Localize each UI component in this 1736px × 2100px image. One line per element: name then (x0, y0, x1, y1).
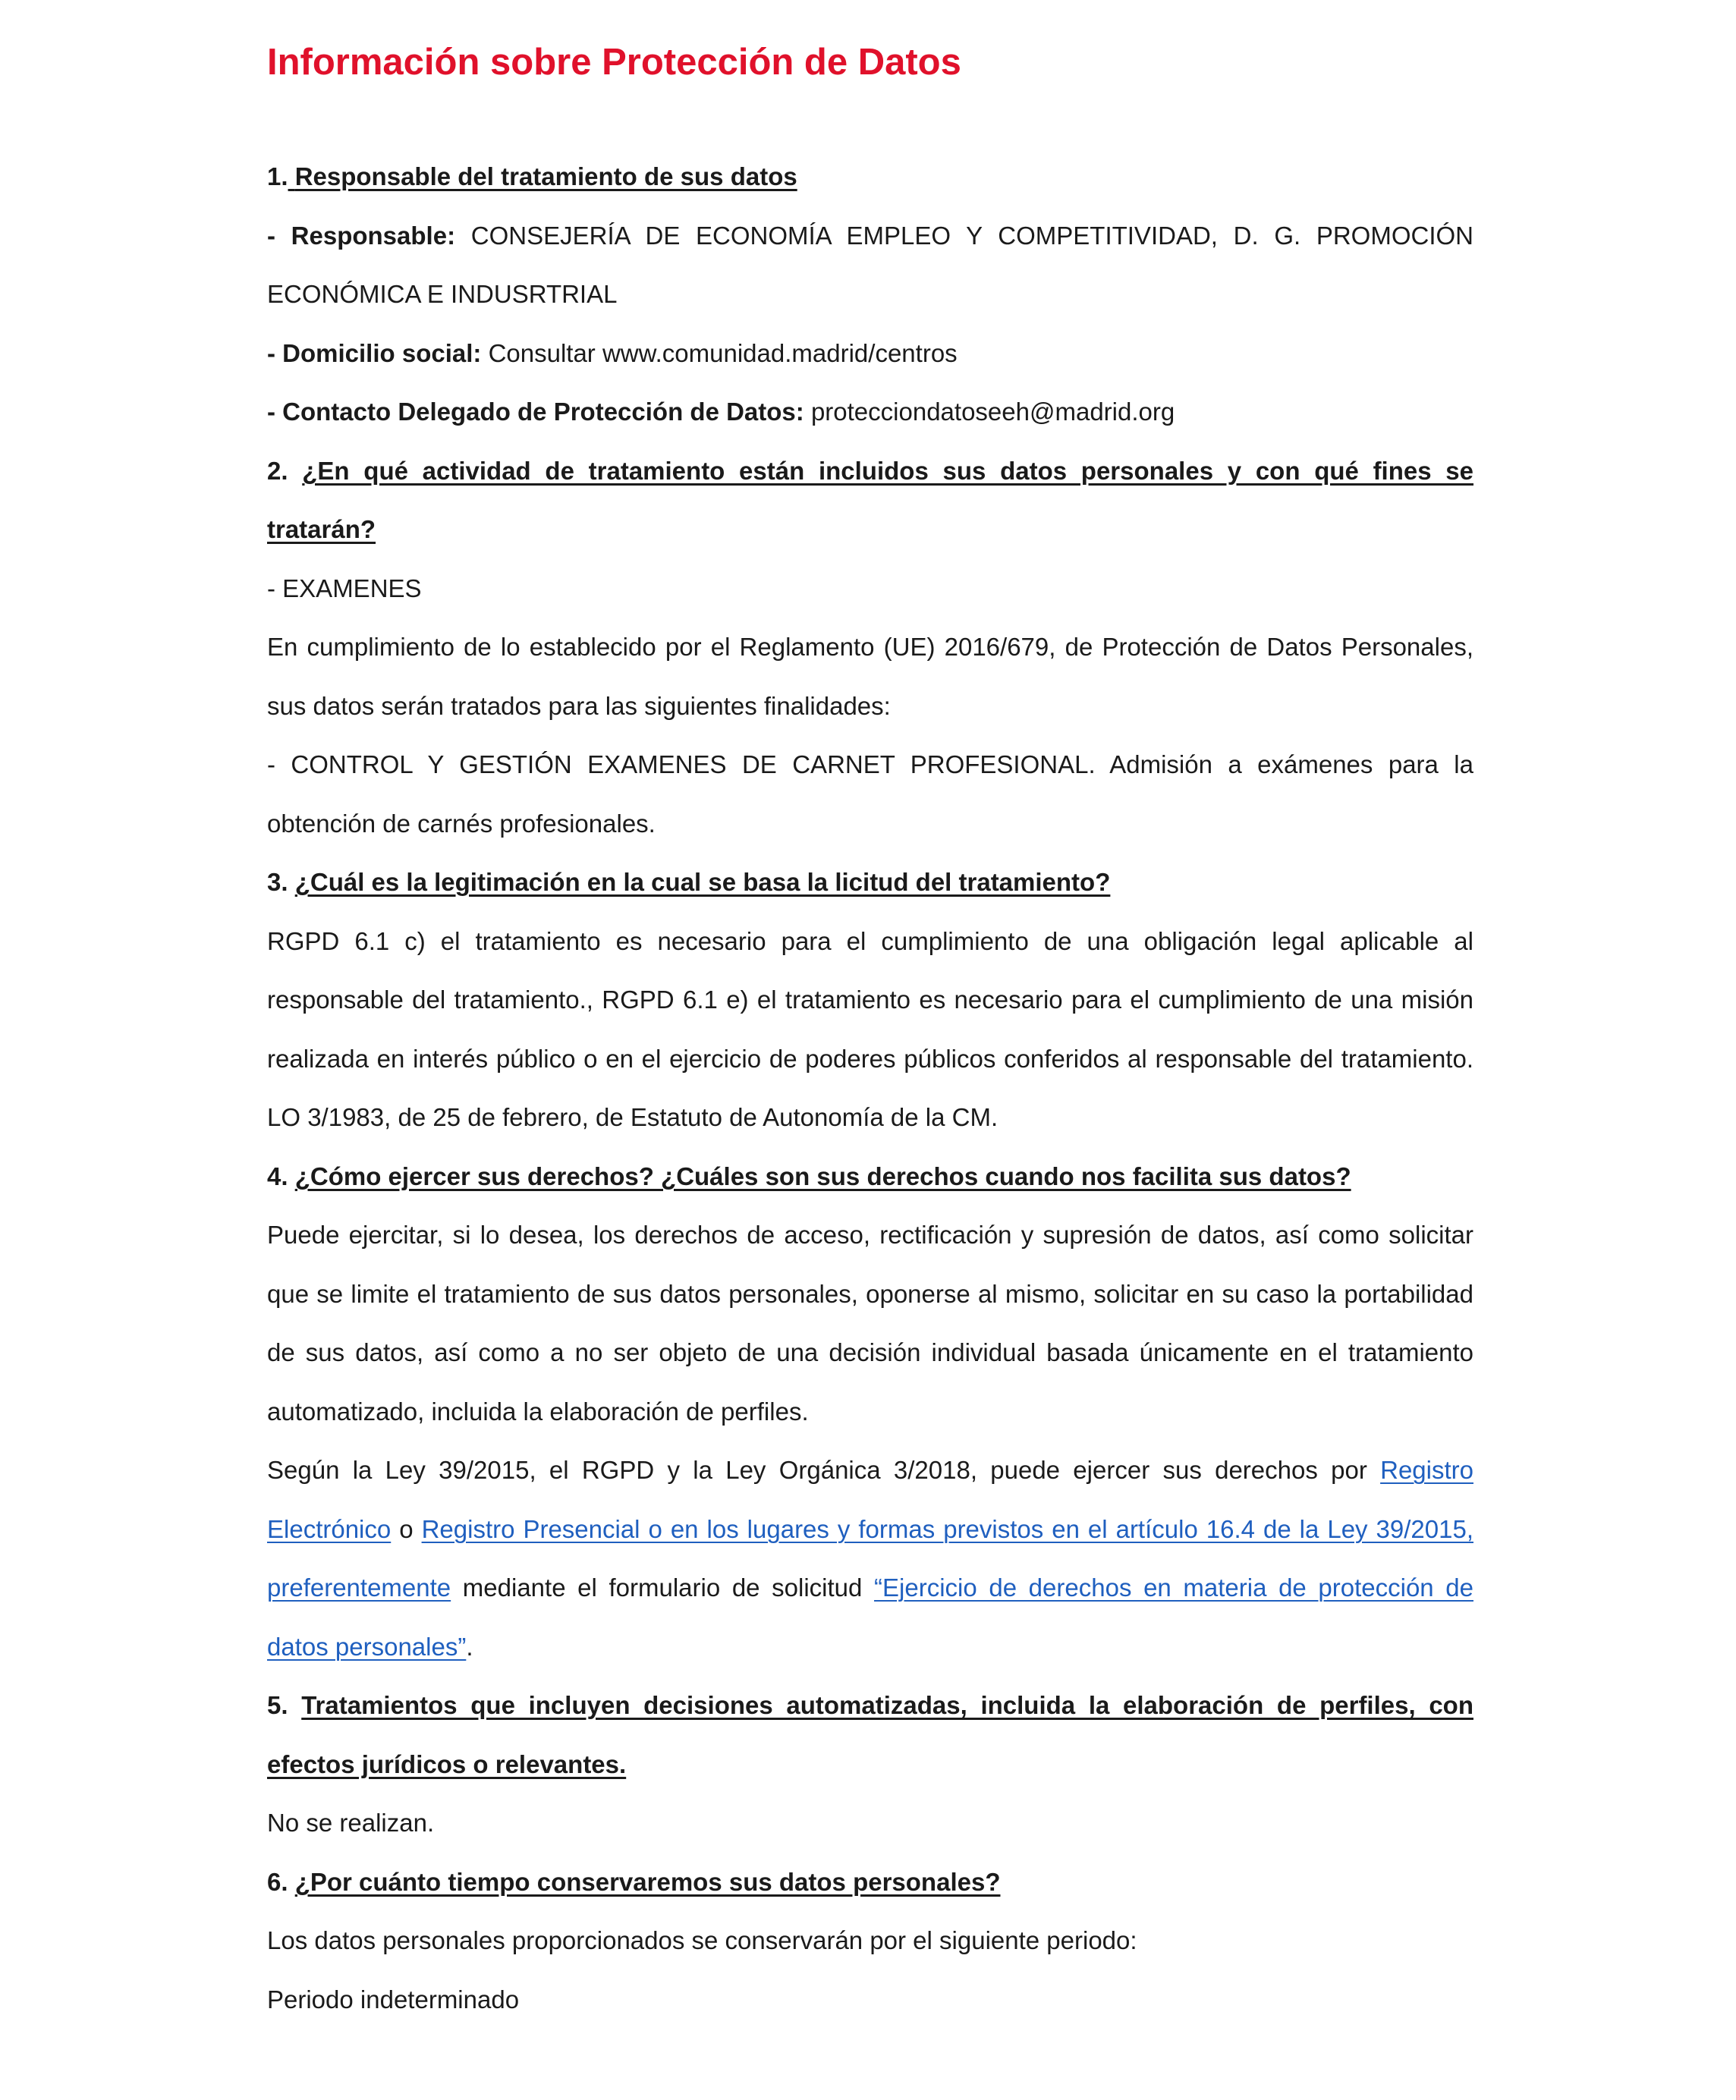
section-3-title: ¿Cuál es la legitimación en la cual se basa la licitud del tratamiento? (294, 868, 1111, 896)
activity-item: - EXAMENES (267, 574, 422, 602)
ejercicio-derechos-link-cont[interactable]: datos personales” (267, 1632, 467, 1661)
domicilio-line (267, 324, 1473, 383)
domicilio-label: - Domicilio social: (267, 338, 482, 367)
section-3-paragraph-line: realizada en interés público o en el ejercicio de poderes públicos conferidos al responsable del tratamiento. (267, 1044, 1473, 1073)
section-2-number: 2. (267, 456, 288, 485)
section-2-paragraph-line: En cumplimiento de lo establecido por el Reglamento (UE) 2016/679, de Protección de Datos Personales, (267, 633, 1473, 661)
section-5-text: No se realizan. (267, 1809, 435, 1837)
rights-intro: Según la Ley 39/2015, el RGPD y la Ley Orgánica 3/2018, puede ejercer sus derechos por (267, 1456, 1367, 1484)
section-4-title: ¿Cómo ejercer sus derechos? ¿Cuáles son sus derechos cuando nos facilita sus datos? (294, 1162, 1351, 1190)
purpose-item: - CONTROL Y GESTIÓN EXAMENES DE CARNET PROFESIONAL. Admisión a exámenes para la (267, 750, 1473, 778)
page-title: Información sobre Protección de Datos (267, 42, 961, 83)
domicilio-value: Consultar www.comunidad.madrid/centros (488, 338, 958, 367)
section-4-paragraph-line: automatizado, incluida la elaboración de perfiles. (267, 1397, 809, 1426)
responsable-line (267, 206, 1473, 266)
section-4-paragraph-line: Puede ejercitar, si lo desea, los derechos de acceso, rectificación y supresión de datos, así como solicitar (267, 1221, 1473, 1249)
section-4-number: 4. (267, 1162, 288, 1190)
rights-paragraph-line (267, 1617, 1473, 1677)
conjunction: o (399, 1514, 414, 1543)
section-3-paragraph-line: responsable del tratamiento., RGPD 6.1 e) el tratamiento es necesario para el cumplimiento de una misión (267, 986, 1473, 1014)
document-body (267, 147, 1473, 2029)
section-6-number: 6. (267, 1867, 288, 1896)
form-text: mediante el formulario de solicitud (462, 1573, 863, 1602)
contacto-value: protecciondatoseeh@madrid.org (810, 398, 1175, 426)
section-5-title: Tratamientos que incluyen decisiones automatizadas, incluida la elaboración de perfiles, con (301, 1691, 1473, 1719)
section-3-paragraph-line: RGPD 6.1 c) el tratamiento es necesario para el cumplimiento de una obligación legal aplicable al (267, 926, 1473, 955)
section-1-number: 1. (267, 162, 288, 190)
rights-paragraph-line (267, 1500, 1473, 1559)
section-6-heading (267, 1853, 1473, 1912)
registro-presencial-link-cont[interactable]: preferentemente (267, 1573, 451, 1602)
section-5-heading (267, 1676, 1473, 1735)
responsable-label: - Responsable: (267, 221, 456, 250)
section-3-number: 3. (267, 868, 288, 896)
section-3-heading (267, 853, 1473, 912)
responsable-value: CONSEJERÍA DE ECONOMÍA EMPLEO Y COMPETITIVIDAD, D. G. PROMOCIÓN (470, 221, 1474, 250)
responsable-value-cont: ECONÓMICA E INDUSRTRIAL (267, 280, 618, 308)
registro-electronico-link-cont[interactable]: Electrónico (267, 1514, 392, 1543)
registro-electronico-link[interactable]: Registro (1380, 1456, 1473, 1484)
section-1-title: Responsable del tratamiento de sus datos (294, 162, 797, 190)
registro-presencial-link[interactable]: Registro Presencial o en los lugares y formas previstos en el artículo 16.4 de la Ley 39/2015, (421, 1514, 1473, 1543)
section-2-heading-cont: tratarán? (267, 515, 376, 543)
contacto-label: - Contacto Delegado de Protección de Datos: (267, 398, 804, 426)
section-4-paragraph-line: que se limite el tratamiento de sus datos personales, oponerse al mismo, solicitar en su caso la portabilidad (267, 1279, 1473, 1308)
contacto-line (267, 382, 1473, 442)
section-6-text: Los datos personales proporcionados se conservarán por el siguiente periodo: (267, 1926, 1137, 1954)
section-5-number: 5. (267, 1691, 288, 1719)
section-2-paragraph-line: sus datos serán tratados para las siguientes finalidades: (267, 691, 891, 720)
ejercicio-derechos-link[interactable]: “Ejercicio de derechos en materia de protección de (874, 1573, 1473, 1602)
document (267, 0, 1473, 2029)
section-5-heading-cont: efectos jurídicos o relevantes. (267, 1749, 627, 1778)
rights-paragraph-line (267, 1558, 1473, 1617)
section-3-paragraph-line: LO 3/1983, de 25 de febrero, de Estatuto de Autonomía de la CM. (267, 1103, 999, 1131)
purpose-item-cont: obtención de carnés profesionales. (267, 809, 656, 838)
section-4-heading (267, 1147, 1473, 1206)
section-4-paragraph-line: de sus datos, así como a no ser objeto de una decisión individual basada únicamente en el tratamiento (267, 1338, 1473, 1366)
section-2-heading (267, 442, 1473, 501)
retention-period: Periodo indeterminado (267, 1985, 520, 2014)
section-6-title: ¿Por cuánto tiempo conservaremos sus datos personales? (294, 1867, 1001, 1896)
rights-paragraph-line (267, 1441, 1473, 1500)
section-1-heading (267, 147, 1473, 206)
section-2-title: ¿En qué actividad de tratamiento están incluidos sus datos personales y con qué fines se (302, 456, 1474, 485)
period: . (466, 1632, 473, 1661)
